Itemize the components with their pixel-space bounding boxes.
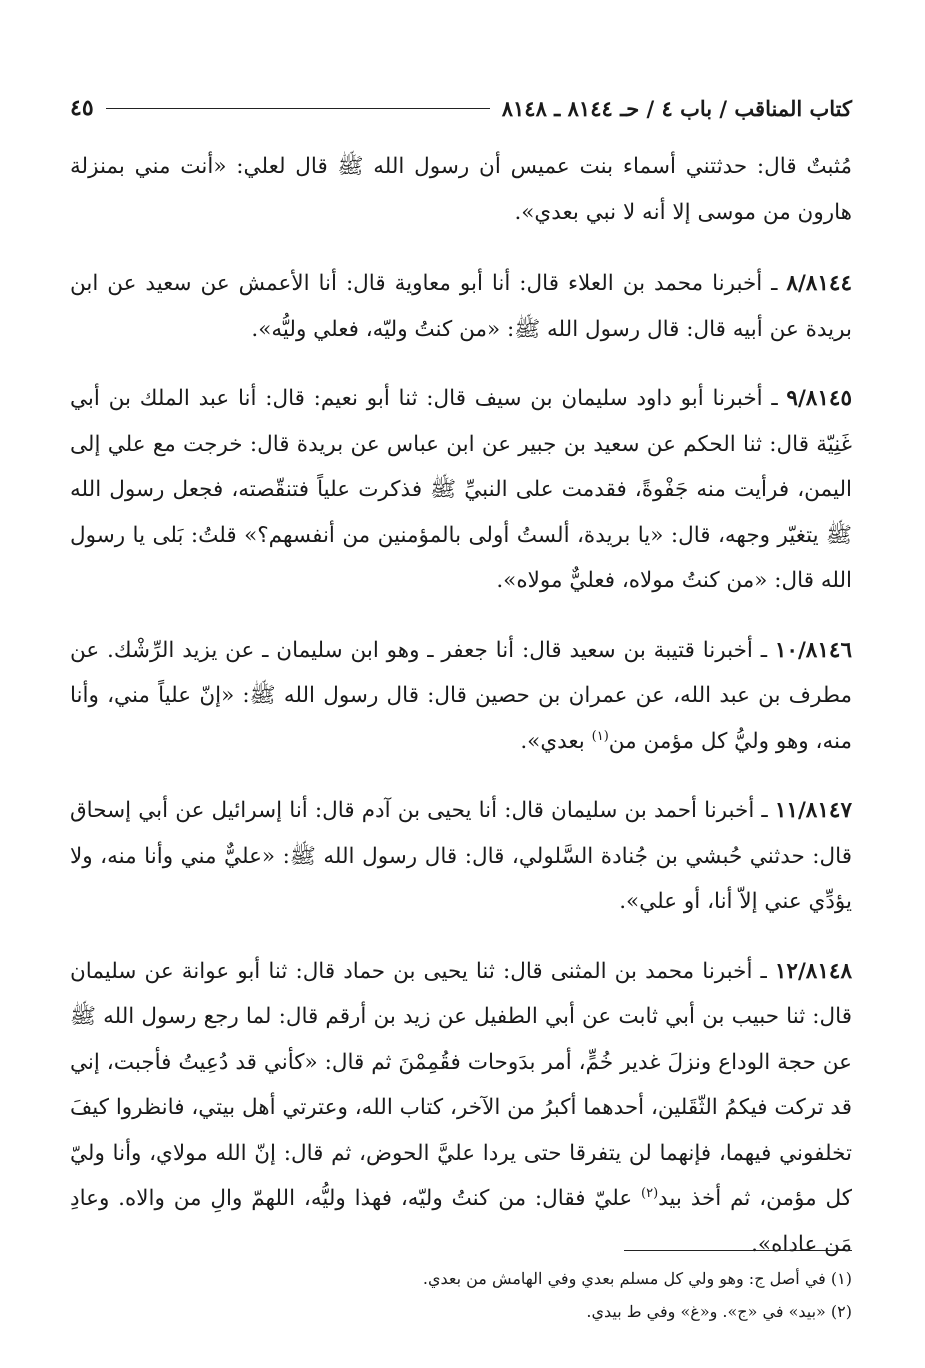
running-header-title: كتاب المناقب / باب ٤ / حـ ٨١٤٤ ـ ٨١٤٨ [501, 95, 852, 121]
footnote-ref-2[interactable]: (٢) [641, 1185, 659, 1201]
hadith-8148 [70, 949, 852, 1268]
main-text [70, 144, 852, 1291]
footnote-2: (٢) «بيد» في «ج». و«غ» وفي ط بيدي. [586, 1302, 852, 1321]
hadith-8146 [70, 628, 852, 765]
header-rule [106, 108, 490, 109]
paragraph-text: ـ أخبرنا أحمد بن سليمان قال: أنا يحيى بن آدم قال: أنا إسرائيل عن أبي إسحاق قال: حدثني حُبشي بن جُنادة السَّلولي، قال: قال رسول الله ﷺ: «عليٌّ مني وأنا منه، ولا يؤدِّي عني إلاّ أنا، أو علي». [70, 798, 852, 914]
hadith-8147 [70, 788, 852, 925]
paragraph-text: ـ أخبرنا قتيبة بن سعيد قال: أنا جعفر ـ وهو ابن سليمان ـ عن يزيد الرِّشْك. عن مطرف بن عبد الله، عن عمران بن حصين قال: قال رسول الله ﷺ: «إنّ علياً مني، وأنا منه، وهو وليُّ كل مؤمن من [70, 637, 852, 754]
hadith-number: ٨/٨١٤٤ [786, 271, 852, 296]
paragraph-text: مُثبتٌ قال: حدثتني أسماء بنت عميس أن رسول الله ﷺ قال لعلي: «أنت مني بمنزلة هارون من موسى إلا أنه لا نبي بعدي». [70, 154, 852, 225]
running-header [70, 88, 852, 128]
paragraph-text: ـ أخبرنا محمد بن العلاء قال: أنا أبو معاوية قال: أنا الأعمش عن سعيد عن ابن بريدة عن أبيه قال: قال رسول الله ﷺ: «من كنتُ وليّه، فعلي وليُّه». [70, 271, 852, 342]
hadith-number: ١١/٨١٤٧ [774, 798, 852, 823]
paragraph-text: ـ أخبرنا أبو داود سليمان بن سيف قال: ثنا أبو نعيم: قال: أنا عبد الملك بن أبي غَنِيّة قال: ثنا الحكم عن سعيد بن جبير عن ابن عباس عن بريدة قال: خرجت مع علي إلى اليمن، فرأيت منه جَفْوةً، فقدمت على النبيِّ ﷺ فذكرت علياً فتنقّصته، فجعل رسول الله ﷺ يتغيّر وجهه، قال: «يا بريدة، ألستُ أولى بالمؤمنين من أنفسهم؟» قلتُ: بَلى يا رسول الله قال: «من كنتُ مولاه، فعليٌّ مولاه». [70, 386, 852, 593]
paragraph-tail: عليّ فقال: من كنتُ وليّه، فهذا وليُّه، اللهمّ والِ من والاه. وعادِ مَن عاداه». [70, 1186, 852, 1257]
hadith-8145 [70, 376, 852, 604]
hadith-number: ١٢/٨١٤٨ [774, 958, 852, 984]
footnotes [70, 1262, 852, 1328]
hadith-number: ١٠/٨١٤٦ [774, 637, 852, 663]
book-page [70, 0, 852, 1368]
page-number: ٤٥ [70, 95, 94, 121]
footnote-1: (١) في أصل ج: وهو ولي كل مسلم بعدي وفي الهامش من بعدي. [422, 1269, 852, 1288]
hadith-8144 [70, 261, 852, 352]
footnote-ref-1[interactable]: (١) [591, 728, 609, 744]
paragraph-tail: بعدي». [520, 728, 592, 754]
paragraph-text: ـ أخبرنا محمد بن المثنى قال: ثنا يحيى بن حماد قال: ثنا أبو عوانة عن سليمان قال: ثنا حبيب بن أبي ثابت عن أبي الطفيل عن زيد بن أرقم قال: لما رجع رسول الله ﷺ عن حجة الوداع ونزلَ غدير خُمٍّ، أمر بدَوحات فقُمِمْنَ ثم قال: «كأني قد دُعِيتُ فأجبت، إني قد تركت فيكمُ الثّقَلين، أحدهما أكبرُ من الآخر، كتاب الله، وعترتي أهل بيتي، فانظروا كيفَ تخلفوني فيهما، فإنهما لن يتفرقا حتى يردا عليَّ الحوض، ثم قال: إنّ الله مولاي، وأنا وليّ كل مؤمن، ثم أخذ بيد [70, 958, 852, 1211]
footnote-divider [624, 1250, 852, 1251]
paragraph-continuation [70, 144, 852, 235]
hadith-number: ٩/٨١٤٥ [786, 386, 852, 411]
